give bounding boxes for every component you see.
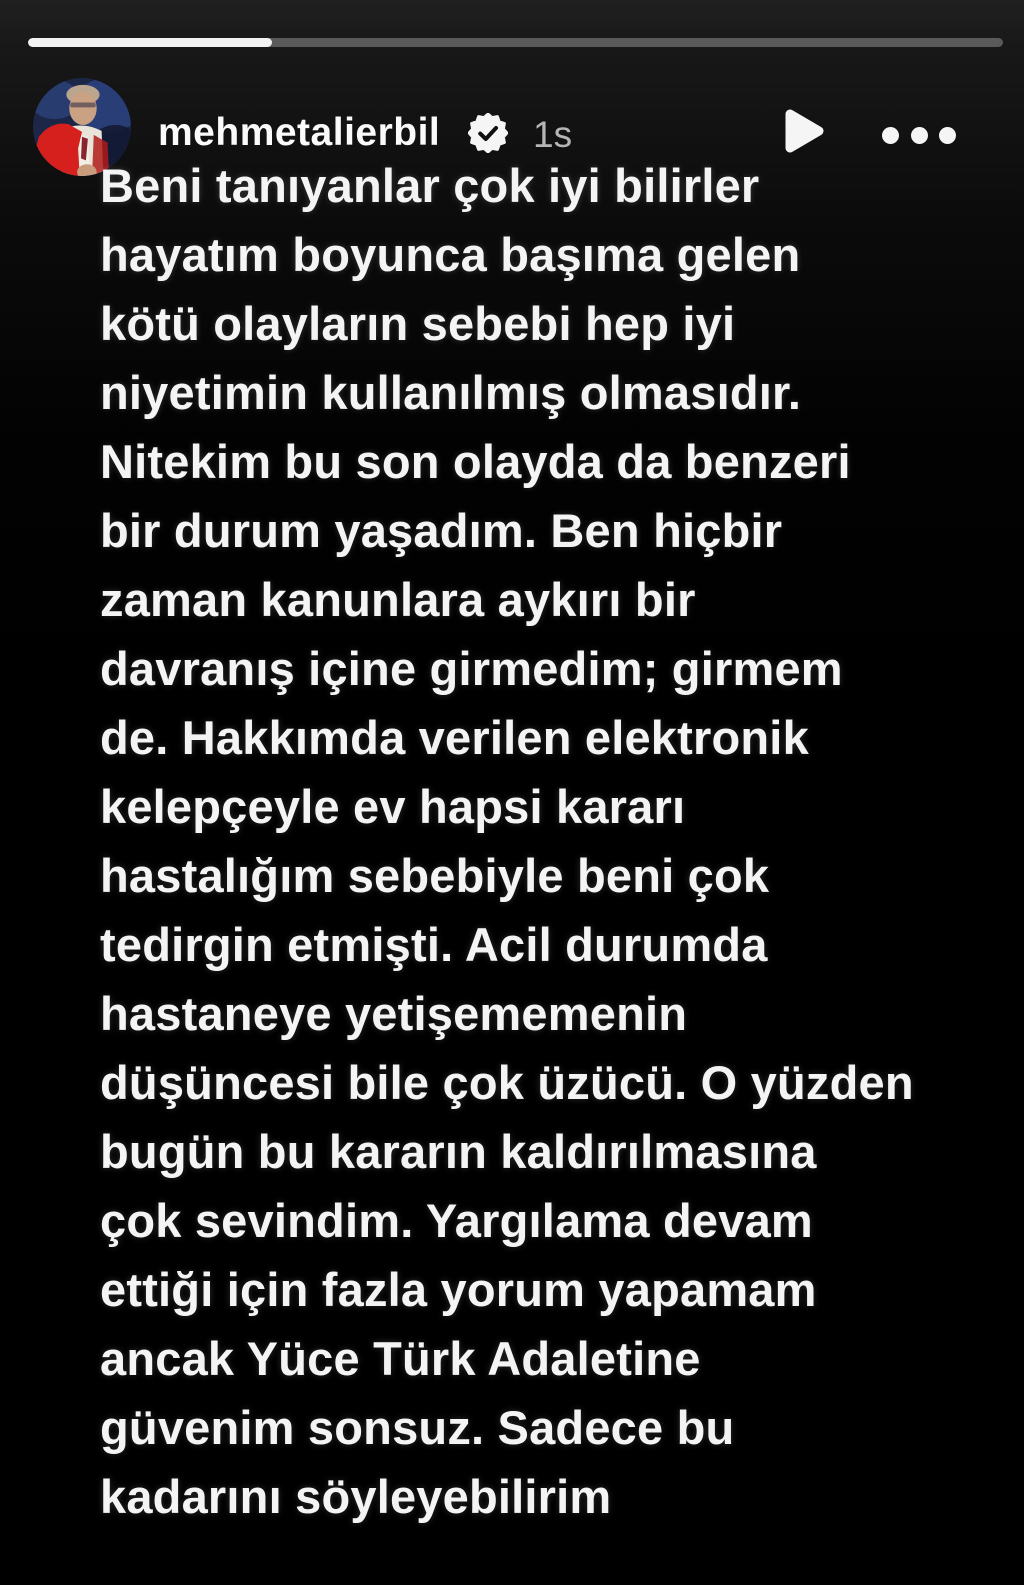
story-progress-bar[interactable] [28, 38, 1003, 47]
story-text-line: tedirgin etmişti. Acil durumda [100, 918, 768, 971]
story-text-line: zaman kanunlara aykırı bir [100, 573, 696, 626]
story-text-line: bir durum yaşadım. Ben hiçbir [100, 504, 783, 557]
story-text-line: hastalığım sebebiyle beni çok [100, 849, 770, 902]
story-text-line: hayatım boyunca başıma gelen [100, 228, 801, 281]
more-options-icon [882, 127, 899, 144]
story-text-line: Beni tanıyanlar çok iyi bilirler [100, 159, 760, 212]
progress-fill [28, 38, 272, 47]
story-text-line: davranış içine girmedim; girmem [100, 642, 843, 695]
story-text-line: çok sevindim. Yargılama devam [100, 1194, 813, 1247]
story-text-line: ancak Yüce Türk Adaletine [100, 1332, 701, 1385]
story-text-line: kadarını söyleyebilirim [100, 1470, 612, 1523]
play-icon [778, 104, 828, 158]
story-text-line: Nitekim bu son olayda da benzeri [100, 435, 851, 488]
story-text-line: düşüncesi bile çok üzücü. O yüzden [100, 1056, 914, 1109]
play-button[interactable] [778, 104, 828, 158]
story-timestamp: 1s [533, 114, 573, 155]
story-text-line: kötü olayların sebebi hep iyi [100, 297, 736, 350]
story-text-line: de. Hakkımda verilen elektronik [100, 711, 809, 764]
story-text-line: niyetimin kullanılmış olmasıdır. [100, 366, 802, 419]
username[interactable]: mehmetalierbil [158, 111, 441, 154]
story-text [100, 151, 1000, 1531]
story-text-line: kelepçeyle ev hapsi kararı [100, 780, 686, 833]
more-options-icon [939, 127, 956, 144]
story-text-line: ettiği için fazla yorum yapamam [100, 1263, 817, 1316]
story-text-line: güvenim sonsuz. Sadece bu [100, 1401, 735, 1454]
story-text-line: hastaneye yetişememenin [100, 987, 688, 1040]
more-options-icon [911, 127, 928, 144]
story-text-line: bugün bu kararın kaldırılmasına [100, 1125, 817, 1178]
verified-badge-icon [468, 113, 508, 153]
